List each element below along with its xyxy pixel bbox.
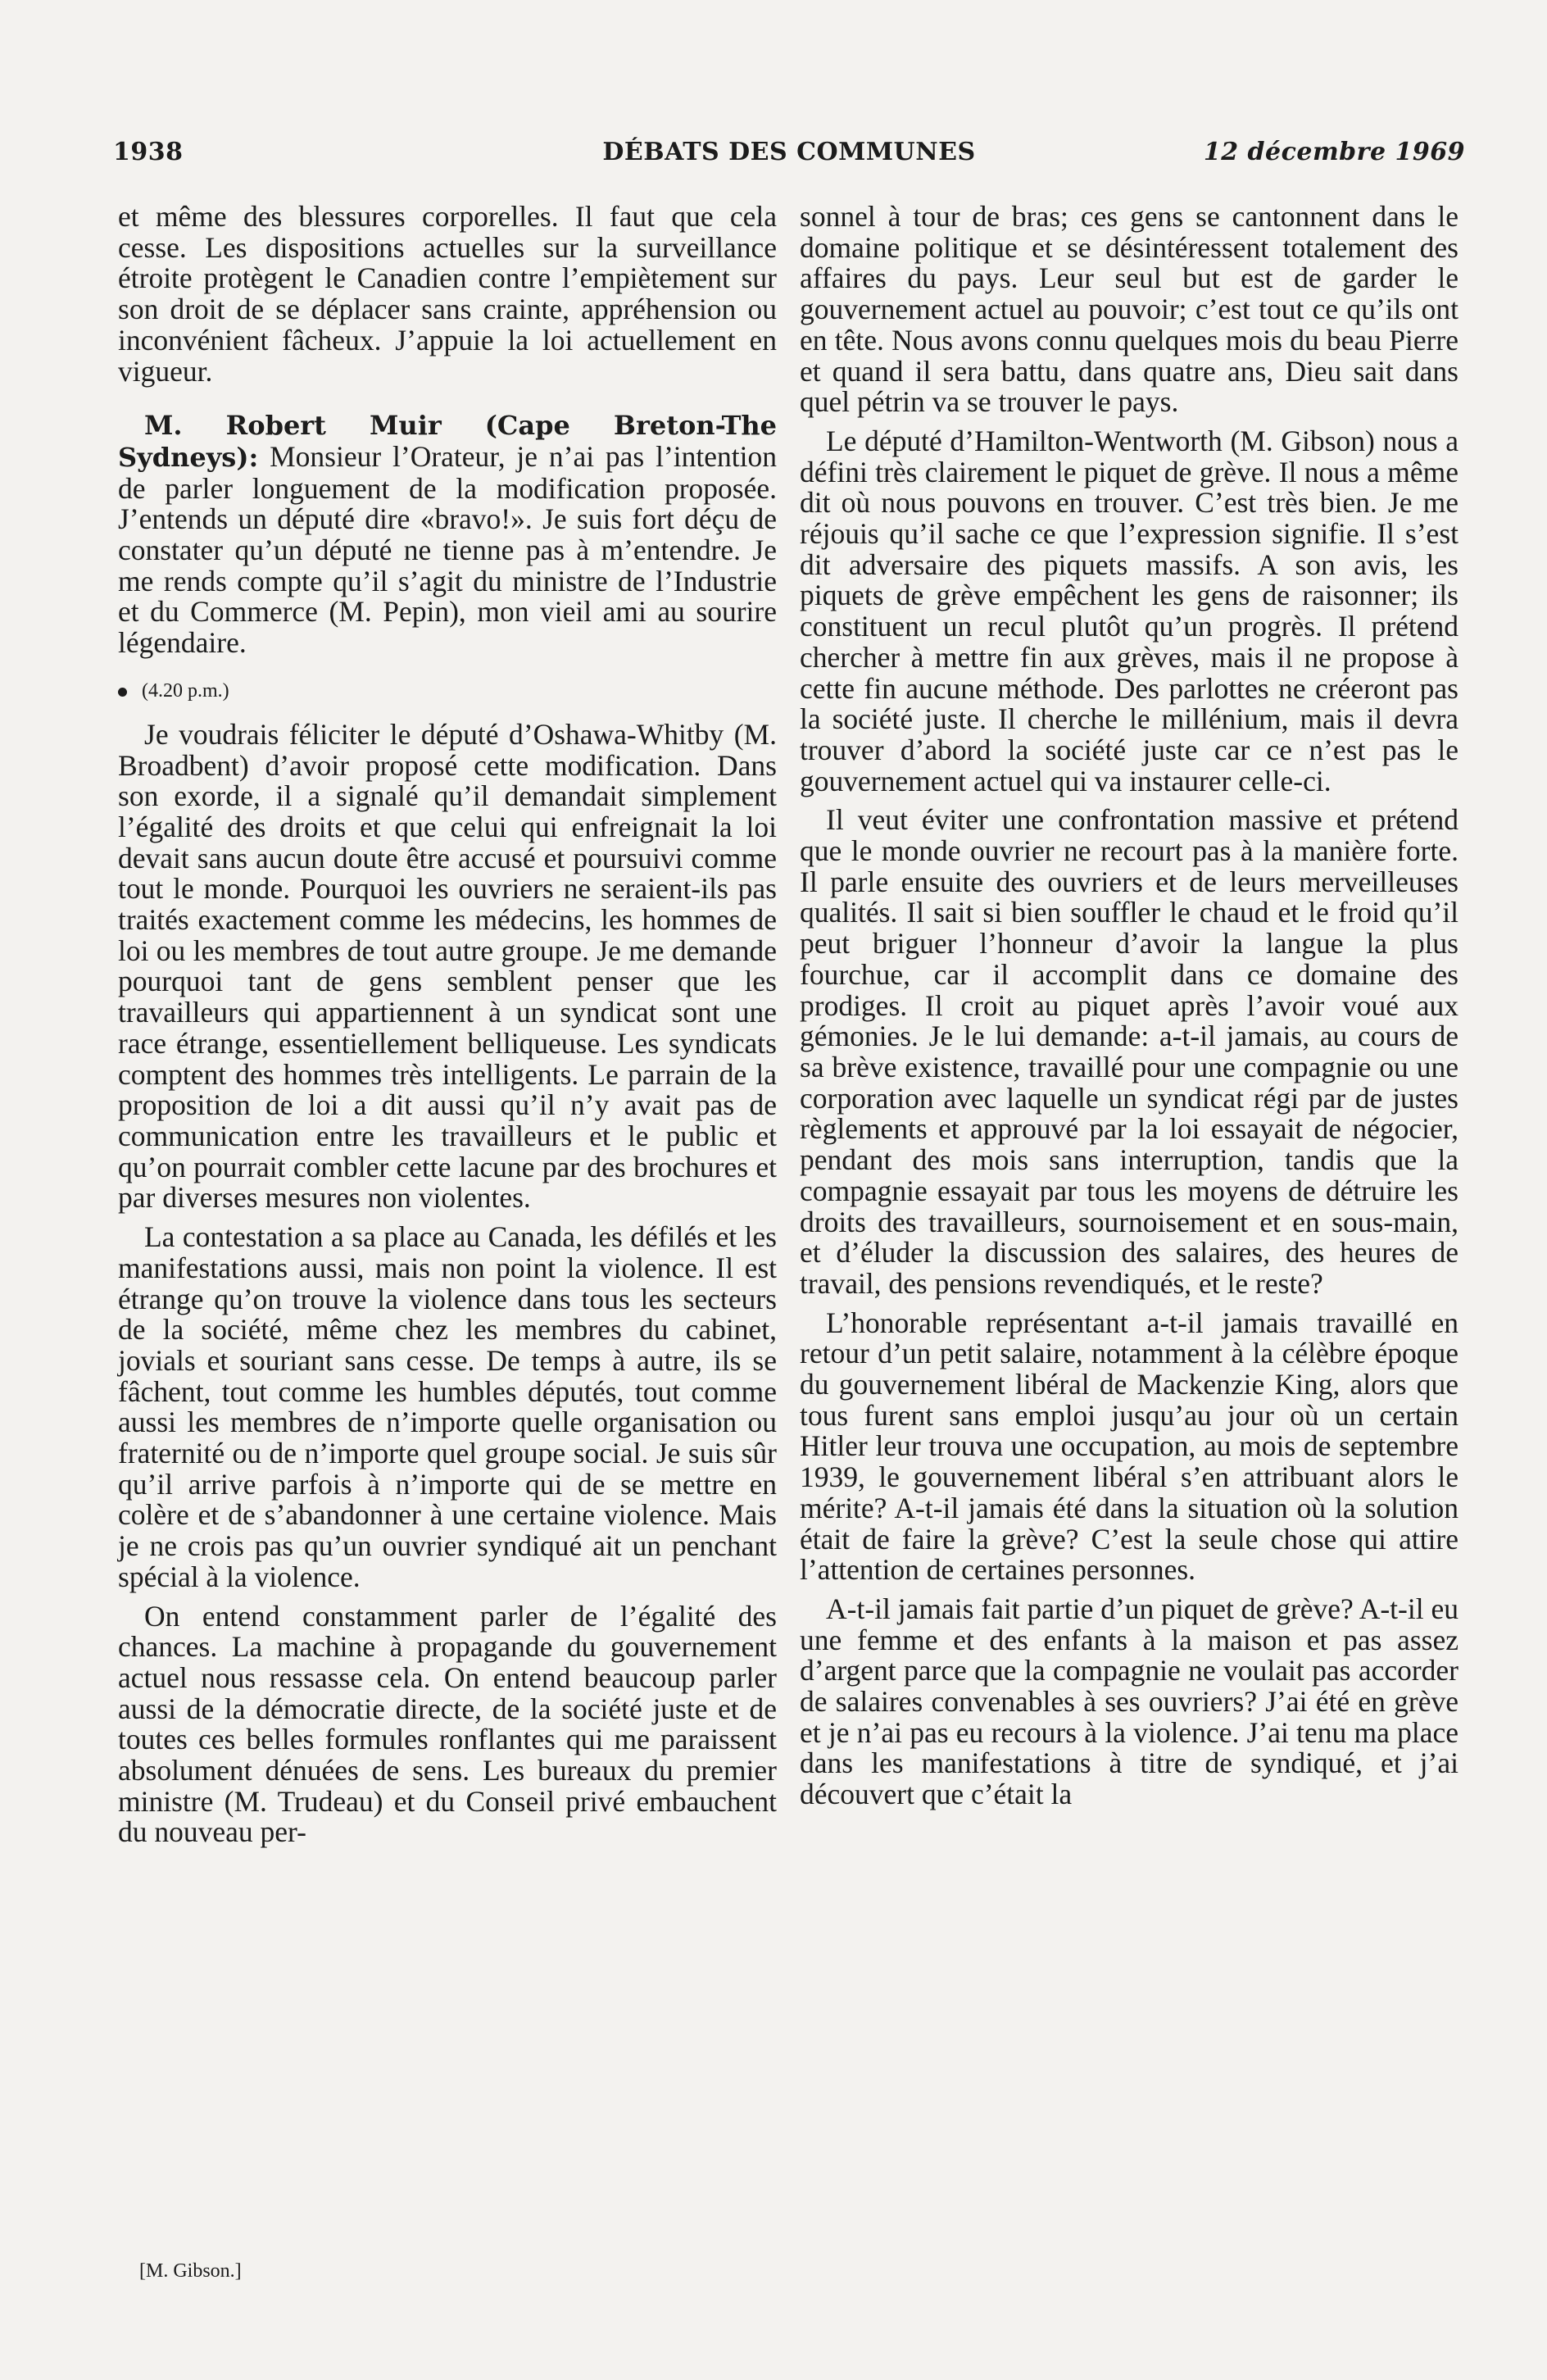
session-date: 12 décembre 1969	[1203, 138, 1465, 166]
time-marker	[118, 679, 777, 703]
right-paragraph-4: L’honorable représentant a-t-il jamais travaillé en retour d’un petit salaire, notamment à la célèbre époque du gouvernement libéral de Mackenzie King, alors que tous furent sans emploi jusqu’au jour où un certain Hitler leur trouva une occupation, au mois de septembre 1939, le gouvernement libéral s’en attribuant alors le mérite? A-t-il jamais été dans la situation où la solution était de faire la grève? C’est la seule chose qui attire l’attention de certaines personnes.	[800, 1306, 1459, 1587]
speaker-name: M. Robert Muir (Cape Breton-The Sydneys):	[118, 410, 777, 473]
publication-title: DÉBATS DES COMMUNES	[602, 138, 976, 166]
left-column	[118, 202, 777, 1848]
time-marker-text: (4.20 p.m.)	[142, 679, 229, 702]
left-paragraph-5: On entend constamment parler de l’égalité des chances. La machine à propagande du gouvernement actuel nous ressasse cela. On entend beaucoup parler aussi de la démocratie directe, de la société juste et de toutes ces belles formules ronflantes qui me paraissent absolument dénuées de sens. Les bureaux du premier ministre (M. Trudeau) et du Conseil privé embauchent du nouveau per-	[118, 1599, 777, 1849]
page-number: 1938	[113, 138, 184, 166]
left-paragraph-2-text: Monsieur l’Orateur, je n’ai pas l’intention de parler longuement de la modification proposée. J’entends un député dire «bravo!». Je suis fort déçu de constater qu’un député ne tienne pas à m’entendre. Je me rends compte qu’il s’agit du ministre de l’Industrie et du Commerce (M. Pepin), mon vieil ami au sourire légendaire.	[118, 439, 777, 660]
bullet-icon	[118, 688, 127, 697]
right-paragraph-2: Le député d’Hamilton-Wentworth (M. Gibson) nous a défini très clairement le piquet de grève. Il nous a même dit où nous pouvons en trouver. C’est très bien. Je me réjouis qu’il sache ce que l’expression signifie. Il s’est dit adversaire des piquets massifs. A son avis, les piquets de grève empêchent les gens de raisonner; ils constituent un recul plutôt qu’un progrès. Il prétend chercher à mettre fin aux grèves, mais il ne propose à cette fin aucune méthode. Des parlottes ne créeront pas la société juste. Il cherche le millénium, mais il devra trouver d’abord la société juste car ce n’est pas le gouvernement actuel qui va instaurer celle-ci.	[800, 424, 1459, 797]
left-paragraph-3: Je voudrais féliciter le député d’Oshawa-Whitby (M. Broadbent) d’avoir proposé cette modification. Dans son exorde, il a signalé qu’il demandait simplement l’égalité des droits et que celui qui enfreignait la loi devait sans aucun doute être accusé et poursuivi comme tout le monde. Pourquoi les ouvriers ne seraient-ils pas traités exactement comme les médecins, les hommes de loi ou les membres de tout autre groupe. Je me demande pourquoi tant de gens semblent penser que les travailleurs qui appartiennent à un syndicat sont une race étrange, essentiellement belliqueuse. Les syndicats comptent des hommes très intelligents. Le parrain de la proposition de loi a dit aussi qu’il n’y avait pas de communication entre les travailleurs et le public et qu’on pourrait combler cette lacune par des brochures et par diverses mesures non violentes.	[118, 717, 777, 1215]
speaker-footnote: [M. Gibson.]	[139, 2260, 242, 2282]
right-paragraph-5: A-t-il jamais fait partie d’un piquet de grève? A-t-il eu une femme et des enfants à la maison et pas assez d’argent parce que la compagnie ne voulait pas accorder de salaires convenables à ses ouvriers? J’ai été en grève et je n’ai pas eu recours à la violence. J’ai tenu ma place dans les manifestations à titre de syndiqué, et j’ai découvert que c’était la	[800, 1592, 1459, 1811]
left-paragraph-4: La contestation a sa place au Canada, les défilés et les manifestations aussi, mais non point la violence. Il est étrange qu’on trouve la violence dans tous les secteurs de la société, même chez les membres du cabinet, jovials et souriant sans cesse. De temps à autre, ils se fâchent, tout comme les humbles députés, tout comme aussi les membres de n’importe quelle organisation ou fraternité ou de n’importe quel groupe social. Je suis sûr qu’il arrive parfois à n’importe qui de se mettre en colère et de s’abandonner à une certaine violence. Mais je ne crois pas qu’un ouvrier syndiqué ait un penchant spécial à la violence.	[118, 1220, 777, 1593]
left-paragraph-2	[118, 410, 777, 659]
right-paragraph-3: Il veut éviter une confrontation massive et prétend que le monde ouvrier ne recourt pas à la manière forte. Il parle ensuite des ouvriers et de leurs merveilleuses qualités. Il sait si bien souffler le chaud et le froid qu’il peut briguer l’honneur d’avoir la langue la plus fourchue, car il accomplit dans ce domaine des prodiges. Il croit au piquet après l’avoir voué aux gémonies. Je le lui demande: a-t-il jamais, au cours de sa brève existence, travaillé pour une compagnie ou une corporation avec laquelle un syndicat régi par de justes règlements et approuvé par la loi essayait de négocier, pendant des mois sans interruption, tandis que la compagnie essayait par tous les moyens de détruire les droits des travailleurs, sournoisement et en sous-main, et d’éluder la discussion des salaires, des heures de travail, des pensions revendiqués, et le reste?	[800, 803, 1459, 1300]
page-header	[113, 138, 1465, 174]
right-paragraph-1: sonnel à tour de bras; ces gens se cantonnent dans le domaine politique et se désintéressent totalement des affaires du pays. Leur seul but est de garder le gouvernement actuel au pouvoir; c’est tout ce qu’ils ont en tête. Nous avons connu quelques mois du beau Pierre et quand il sera battu, dans quatre ans, Dieu sait dans quel pétrin va se trouver le pays.	[800, 200, 1459, 419]
right-column	[800, 202, 1459, 1810]
left-paragraph-1: et même des blessures corporelles. Il faut que cela cesse. Les dispositions actuelles sur la surveillance étroite protègent le Canadien contre l’empiètement sur son droit de se déplacer sans crainte, appréhension ou inconvénient fâcheux. J’appuie la loi actuellement en vigueur.	[118, 200, 777, 388]
